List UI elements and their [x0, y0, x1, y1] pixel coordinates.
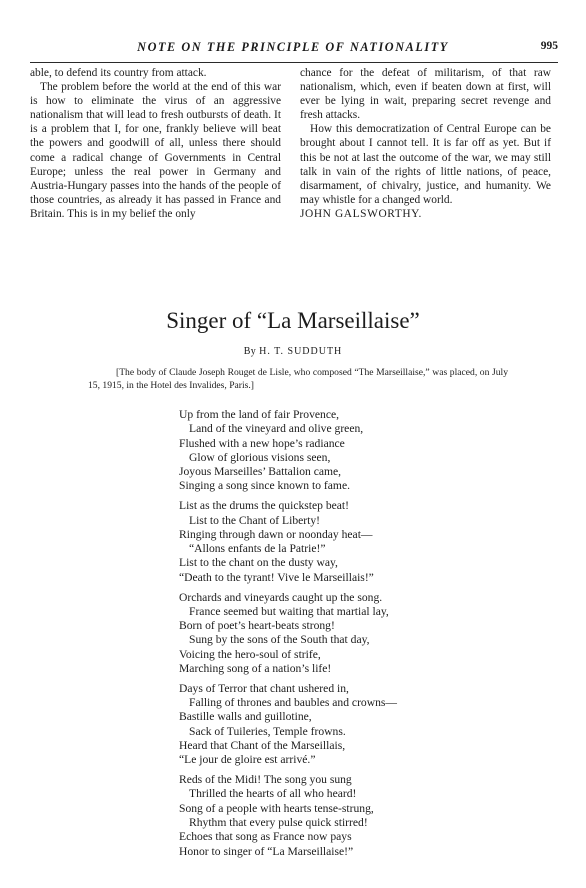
poem-line: “Allons enfants de la Patrie!” [189, 542, 326, 556]
poem-line: “Death to the tyrant! Vive le Marseillais!” [179, 570, 374, 584]
header-rule [30, 62, 558, 63]
poem-line: Marching song of a nation’s life! [179, 662, 332, 676]
poem-line: Flushed with a new hope’s radiance [179, 436, 345, 450]
essay-paragraph: The problem before the world at the end of this war is how to eliminate the virus of an aggressive nationalism that will lead to fresh outbursts of death. It is a problem that I, for one, frankly believe will beat the powers and goodwill of all, unless there should come a radical change of Governments in Central Europe; unless the real power in Germany and Austria-Hungary passes into the hands of the people of those countries, as already it has passed in France and Britain. This is in my belief the only [30, 81, 281, 220]
essay-signature: JOHN GALSWORTHY. [300, 207, 422, 220]
poem-line: Reds of the Midi! The song you sung [179, 773, 352, 787]
poem-line: Sung by the sons of the South that day, [189, 633, 370, 647]
poem-line: Joyous Marseilles’ Battalion came, [179, 465, 342, 479]
poem-line: List to the Chant of Liberty! [189, 513, 321, 527]
poem-line: Glow of glorious visions seen, [189, 450, 331, 464]
poem-line: Honor to singer of “La Marseillaise!” [179, 844, 354, 858]
essay-paragraph: chance for the defeat of militarism, of that raw nationalism, which, even if beaten down at first, will ever be lying in wait, preparing secret revenge and fresh attacks. [300, 67, 551, 122]
essay-paragraph: How this democratization of Central Europe can be brought about I cannot tell. It is far off as yet. But if this be not at last the outcome of the war, we may still talk in vain of the rights of little nations, of peace, disarmament, of chivalry, justice, and humanity. We may whistle for a changed world. [300, 123, 551, 206]
poem-line: Falling of thrones and baubles and crowns— [189, 696, 398, 710]
poem-author: H. T. SUDDUTH [259, 346, 343, 357]
poem-line: Ringing through dawn or noonday heat— [179, 527, 373, 541]
page-number: 995 [540, 40, 558, 52]
poem-line: Bastille walls and guillotine, [179, 710, 312, 724]
poem-line: Song of a people with hearts tense-strung, [179, 801, 374, 815]
poem-body [179, 408, 479, 864]
poem-editorial-note: [The body of Claude Joseph Rouget de Lisle, who composed “The Marseillaise,” was placed, on July 15, 1915, in the Hotel des Invalides, Paris.] [88, 367, 508, 391]
poem-line: Rhythm that every pulse quick stirred! [189, 816, 368, 830]
poem-stanza [179, 591, 479, 677]
poem-line: “Le jour de gloire est arrivé.” [179, 753, 316, 767]
poem-byline [0, 346, 586, 357]
essay-right-column [300, 66, 551, 221]
poem-line: Voicing the hero-soul of strife, [179, 647, 321, 661]
poem-stanza [179, 773, 479, 859]
poem-line: Thrilled the hearts of all who heard! [189, 787, 357, 801]
byline-prefix: By [243, 346, 257, 357]
poem-line: Heard that Chant of the Marseillais, [179, 739, 346, 753]
poem-line: Echoes that song as France now pays [179, 830, 352, 844]
essay-paragraph: able, to defend its country from attack. [30, 67, 207, 79]
poem-line: Days of Terror that chant ushered in, [179, 681, 349, 695]
poem-line: List to the chant on the dusty way, [179, 556, 338, 570]
poem-line: List as the drums the quickstep beat! [179, 499, 350, 513]
poem-stanza [179, 408, 479, 494]
poem-line: Singing a song since known to fame. [179, 479, 350, 493]
poem-line: Land of the vineyard and olive green, [189, 422, 364, 436]
poem-stanza [179, 499, 479, 585]
poem-line: Orchards and vineyards caught up the song. [179, 590, 383, 604]
poem-stanza [179, 682, 479, 768]
essay-left-column [30, 66, 281, 221]
poem-line: Sack of Tuileries, Temple frowns. [189, 724, 346, 738]
running-title: NOTE ON THE PRINCIPLE OF NATIONALITY [137, 40, 449, 54]
page-header [28, 40, 558, 58]
poem-line: Born of poet’s heart-beats strong! [179, 619, 335, 633]
poem-line: France seemed but waiting that martial lay, [189, 604, 389, 618]
poem-line: Up from the land of fair Provence, [179, 408, 340, 421]
poem-title: Singer of “La Marseillaise” [166, 308, 420, 333]
